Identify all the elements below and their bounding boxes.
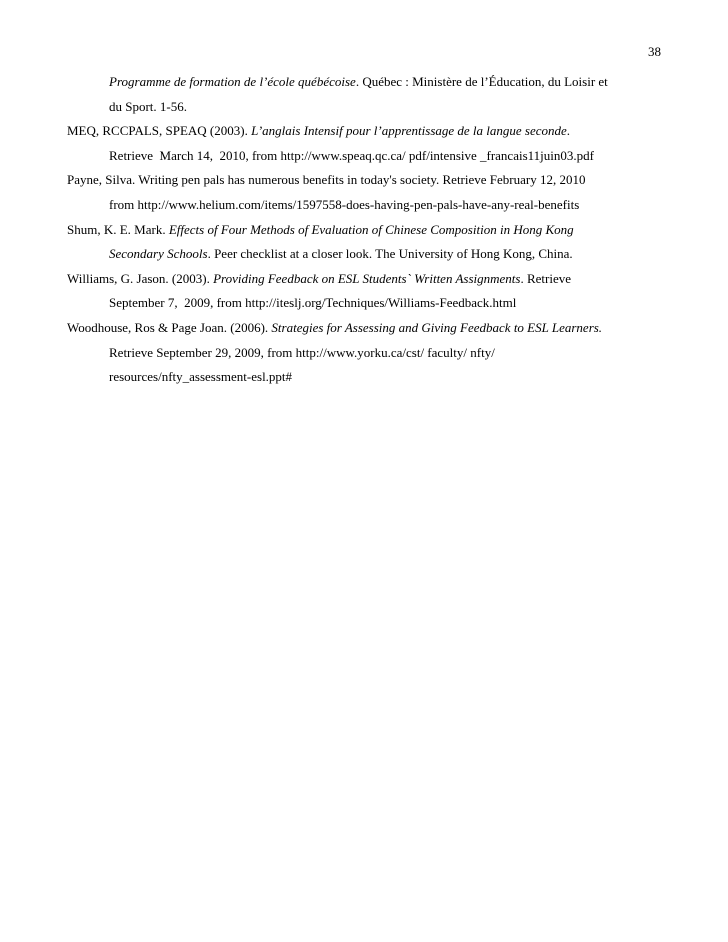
reference-continuation-line [109,245,573,262]
reference-text: Payne, Silva. Writing pen pals has numerous benefits in today's society. Retrieve February 12, 2010 [67,172,586,187]
page-number: 38 [648,44,661,59]
reference-text: Retrieve September 29, 2009, from http://www.yorku.ca/cst/ faculty/ nfty/ [109,345,495,360]
reference-title-text: Programme de formation de l’école québécoise [109,74,356,89]
reference-entry-line [67,171,585,188]
reference-title-text: L’anglais Intensif pour l’apprentissage de la langue seconde [251,123,567,138]
reference-text: Williams, G. Jason. (2003). [67,271,214,286]
reference-continuation-line [109,196,579,213]
reference-title-text: Strategies for Assessing and Giving Feedback to ESL Learners. [271,320,603,335]
reference-continuation-line [109,294,516,311]
reference-continuation-line [109,98,187,115]
reference-text: . Retrieve [520,271,572,286]
reference-text: Shum, K. E. Mark. [67,222,169,237]
reference-title-text: Effects of Four Methods of Evaluation of Chinese Composition in Hong Kong [168,222,574,237]
reference-continuation-line [109,147,594,164]
reference-continuation-line [109,344,495,361]
reference-text: du Sport. 1-56. [109,99,187,114]
reference-text: from http://www.helium.com/items/1597558-does-having-pen-pals-have-any-real-benefits [109,197,580,212]
reference-text: resources/nfty_assessment-esl.ppt# [109,369,293,384]
reference-continuation-line [109,73,608,90]
reference-entry-line [67,122,570,139]
reference-title-text: Providing Feedback on ESL Students` Written Assignments [213,271,521,286]
reference-title-text: Secondary Schools [109,246,208,261]
reference-text: Woodhouse, Ros & Page Joan. (2006). [67,320,272,335]
reference-entry-line [67,319,602,336]
reference-text: Retrieve March 14, 2010, from http://www.speaq.qc.ca/ pdf/intensive _francais11juin03.pdf [109,148,594,163]
reference-text: . [566,123,571,138]
reference-text: . Peer checklist at a closer look. The University of Hong Kong, China. [207,246,573,261]
reference-continuation-line [109,368,292,385]
reference-text: September 7, 2009, from http://iteslj.org/Techniques/Williams-Feedback.html [109,295,517,310]
reference-text: . Québec : Ministère de l’Éducation, du Loisir et [355,74,608,89]
reference-entry-line [67,221,574,238]
reference-entry-line [67,270,571,287]
reference-text: MEQ, RCCPALS, SPEAQ (2003). [67,123,252,138]
